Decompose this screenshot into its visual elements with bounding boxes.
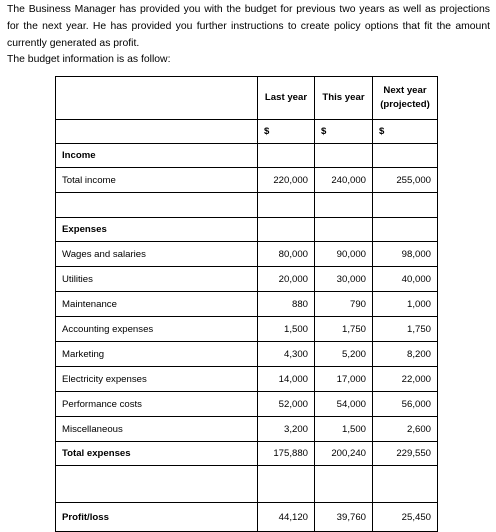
value-this-year: 1,750 — [315, 317, 373, 342]
value-this-year: 30,000 — [315, 267, 373, 292]
value-this-year: 54,000 — [315, 392, 373, 417]
income-heading-row — [56, 144, 438, 168]
value-last-year: 175,880 — [258, 442, 315, 466]
empty-cell — [258, 218, 315, 242]
table-row — [56, 267, 438, 292]
value-last-year: 20,000 — [258, 267, 315, 292]
total-expenses-label: Total expenses — [56, 442, 258, 466]
table-row — [56, 292, 438, 317]
row-label: Total income — [56, 168, 258, 193]
header-next-year-line1: Next year — [383, 85, 427, 96]
value-this-year: 1,500 — [315, 417, 373, 442]
profit-label: Profit/loss — [56, 503, 258, 532]
empty-cell — [56, 466, 258, 503]
spacer-row — [56, 193, 438, 218]
row-label: Maintenance — [56, 292, 258, 317]
table-row — [56, 392, 438, 417]
value-next-year: 229,550 — [373, 442, 438, 466]
header-row — [56, 77, 438, 120]
value-last-year: 52,000 — [258, 392, 315, 417]
value-next-year: 1,750 — [373, 317, 438, 342]
value-next-year: 2,600 — [373, 417, 438, 442]
empty-cell — [258, 466, 315, 503]
currency-empty-cell — [56, 120, 258, 144]
total-expenses-row — [56, 442, 438, 466]
empty-cell — [373, 144, 438, 168]
currency-last-year: $ — [258, 120, 315, 144]
value-next-year: 25,450 — [373, 503, 438, 532]
header-last-year: Last year — [258, 77, 315, 120]
budget-subtitle: The budget information is as follow: — [7, 54, 171, 65]
value-last-year: 1,500 — [258, 317, 315, 342]
value-next-year: 22,000 — [373, 367, 438, 392]
row-label: Performance costs — [56, 392, 258, 417]
value-next-year: 56,000 — [373, 392, 438, 417]
row-label: Electricity expenses — [56, 367, 258, 392]
value-last-year: 80,000 — [258, 242, 315, 267]
empty-cell — [373, 193, 438, 218]
row-label: Utilities — [56, 267, 258, 292]
empty-cell — [373, 466, 438, 503]
header-next-year-line2: (projected) — [380, 99, 430, 110]
value-last-year: 220,000 — [258, 168, 315, 193]
table-row — [56, 317, 438, 342]
table-row — [56, 242, 438, 267]
empty-cell — [315, 193, 373, 218]
empty-cell — [315, 218, 373, 242]
intro-paragraph: The Business Manager has provided you with the budget for previous two years as well as projections for the next year. He has provided you further instructions to create policy options that fit the amount currently generated as profit. — [7, 4, 490, 49]
value-this-year: 240,000 — [315, 168, 373, 193]
income-heading: Income — [56, 144, 258, 168]
row-label: Wages and salaries — [56, 242, 258, 267]
currency-this-year: $ — [315, 120, 373, 144]
table-row — [56, 367, 438, 392]
expenses-heading-row — [56, 218, 438, 242]
row-label: Miscellaneous — [56, 417, 258, 442]
value-last-year: 44,120 — [258, 503, 315, 532]
value-this-year: 39,760 — [315, 503, 373, 532]
value-last-year: 3,200 — [258, 417, 315, 442]
empty-cell — [258, 144, 315, 168]
empty-cell — [258, 193, 315, 218]
currency-next-year: $ — [373, 120, 438, 144]
value-last-year: 880 — [258, 292, 315, 317]
table-row — [56, 168, 438, 193]
table-row — [56, 342, 438, 367]
currency-row — [56, 120, 438, 144]
value-next-year: 98,000 — [373, 242, 438, 267]
value-last-year: 14,000 — [258, 367, 315, 392]
value-this-year: 5,200 — [315, 342, 373, 367]
header-next-year — [373, 77, 438, 120]
empty-cell — [315, 144, 373, 168]
value-next-year: 8,200 — [373, 342, 438, 367]
value-this-year: 790 — [315, 292, 373, 317]
value-next-year: 1,000 — [373, 292, 438, 317]
header-empty-cell — [56, 77, 258, 120]
header-this-year: This year — [315, 77, 373, 120]
value-last-year: 4,300 — [258, 342, 315, 367]
value-next-year: 255,000 — [373, 168, 438, 193]
value-next-year: 40,000 — [373, 267, 438, 292]
empty-cell — [56, 193, 258, 218]
value-this-year: 17,000 — [315, 367, 373, 392]
profit-row — [56, 503, 438, 532]
value-this-year: 200,240 — [315, 442, 373, 466]
spacer-row — [56, 466, 438, 503]
empty-cell — [315, 466, 373, 503]
empty-cell — [373, 218, 438, 242]
table-row — [56, 417, 438, 442]
row-label: Accounting expenses — [56, 317, 258, 342]
row-label: Marketing — [56, 342, 258, 367]
budget-table — [55, 76, 438, 532]
value-this-year: 90,000 — [315, 242, 373, 267]
expenses-heading: Expenses — [56, 218, 258, 242]
